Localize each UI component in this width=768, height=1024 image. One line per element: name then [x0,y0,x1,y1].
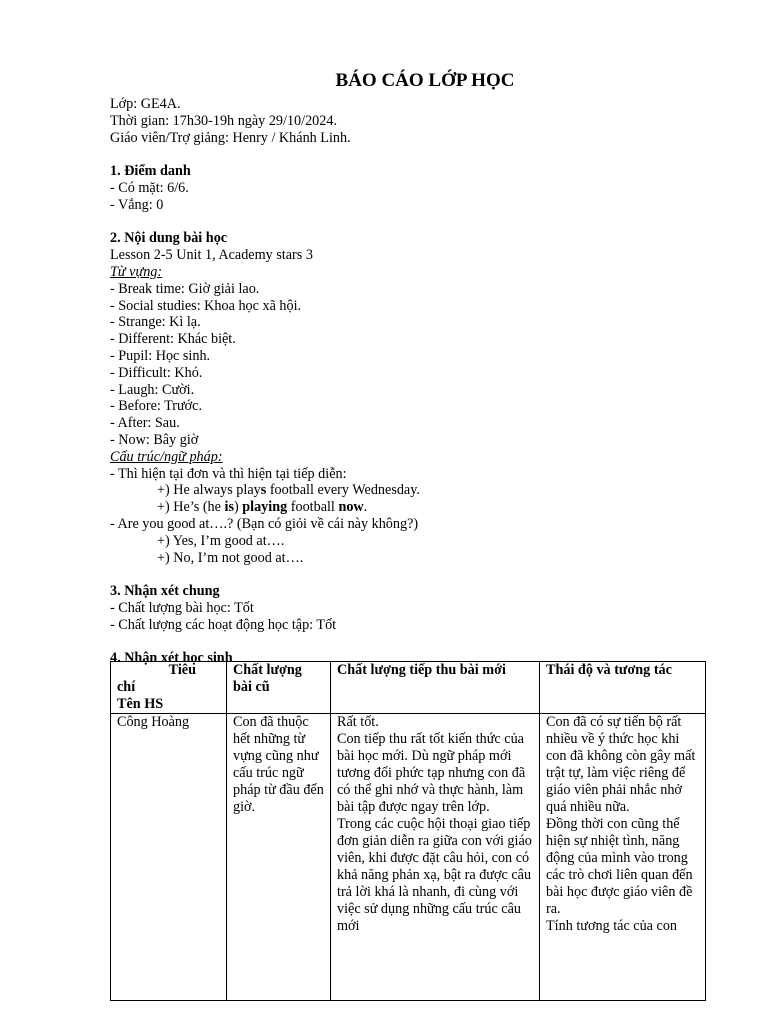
new-lesson-para: Trong các cuộc hội thoại giao tiếp đơn giản diễn ra giữa con với giáo viên, khi được đặt câu hỏi, con có khả năng phản xạ, bật ra được câu trả lời khá là nhanh, đi cùng với việc sử dụng những cấu trúc câu mới [337,816,532,934]
example-text: football [287,499,339,516]
lesson-subtitle: Lesson 2-5 Unit 1, Academy stars 3 [110,247,313,264]
attitude-para: Tính tương tác của con [546,918,678,934]
criteria-header [111,662,227,714]
attitude-para: Con đã có sự tiến bộ rất nhiều về ý thức học khi con đã không còn gây mất trật tự, làm việc riêng để giáo viên phải nhắc nhở quá nhiều nữa. [546,714,696,815]
new-lesson-para: Rất tốt. [337,714,379,730]
vocab-item: - Laugh: Cười. [110,381,195,398]
attendance-heading: 1. Điểm danh [110,163,191,180]
grammar-label: Cấu trúc/ngữ pháp: [110,448,223,465]
example-3: +) Yes, I’m good at…. [157,532,285,549]
vocab-item: - Social studies: Khoa học xã hội. [110,297,302,314]
criteria-label-top: Tiêu [168,662,196,678]
student-name-text: Công Hoàng [117,714,190,730]
teacher-info: Giáo viên/Trợ giảng: Henry / Khánh Linh. [110,129,351,146]
example-text: football every Wednesday. [266,482,420,499]
vocab-item: - Break time: Giờ giải lao. [110,280,260,297]
vocab-item: - Strange: Kì lạ. [110,314,201,331]
page-title: BÁO CÁO LỚP HỌC [335,70,515,91]
example-text: +) He always play [157,482,261,499]
new-lesson-text [337,714,533,999]
lesson-heading: 2. Nội dung bài học [110,230,228,247]
spacer [110,566,710,583]
spacer [110,146,710,163]
example-2 [110,499,710,516]
old-lesson-text: Con đã thuộc hết những từ vựng cũng như cấu trúc ngữ pháp từ đầu đến giờ. [233,714,324,815]
example-bold: s [260,482,267,499]
time-info: Thời gian: 17h30-19h ngày 29/10/2024. [110,112,337,129]
student-review-table [110,661,706,1001]
spacer [110,214,710,231]
grammar-label-line [110,449,710,466]
table-row [111,714,706,1001]
vocab-item: - Before: Trước. [110,398,203,415]
vocab-item: - Pupil: Học sinh. [110,347,211,364]
example-bold: is [224,499,234,516]
report-content [110,70,710,667]
example-text: +) He’s (he [157,499,225,516]
old-lesson-header: Chất lượng bài cũ [227,662,331,714]
old-lesson-cell [227,714,331,1001]
vocab-label-line [110,264,710,281]
activity-quality: - Chất lượng các hoạt động học tập: Tốt [110,616,337,633]
attendance-present: - Có mặt: 6/6. [110,179,189,196]
attitude-cell [540,714,706,1001]
student-name [111,714,227,1001]
example-text: . [363,499,368,516]
grammar-point-1: - Thì hiện tại đơn và thì hiện tại tiếp diễn: [110,465,347,482]
attitude-para: Đồng thời con cũng thể hiện sự nhiệt tình, năng động của mình vào trong các trò chơi liên quan đến bài học được giáo viên đề ra. [546,816,693,917]
lesson-quality: - Chất lượng bài học: Tốt [110,599,254,616]
example-text: ) [233,499,243,516]
example-bold: playing [242,499,288,516]
table-header-row [111,662,706,714]
general-heading: 3. Nhận xét chung [110,583,220,600]
attendance-absent: - Vắng: 0 [110,196,164,213]
example-1 [110,482,710,499]
spacer [110,634,710,651]
student-name-header: Tên HS [117,696,164,712]
vocab-item: - After: Sau. [110,415,180,432]
example-bold: now [338,499,364,516]
vocab-label: Từ vựng: [110,263,163,280]
new-lesson-cell [331,714,540,1001]
attitude-text [546,714,699,999]
criteria-label-bottom: chí [117,679,136,695]
attitude-header: Thái độ và tương tác [540,662,706,714]
vocab-item: - Now: Bây giờ [110,431,199,448]
class-info: Lớp: GE4A. [110,96,181,112]
vocab-item: - Difficult: Khó. [110,364,203,381]
students-heading: 4. Nhận xét học sinh [110,650,233,667]
new-lesson-para: Con tiếp thu rất tốt kiến thức của bài học mới. Dù ngữ pháp mới tương đối phức tạp nhưng con đã có thể ghi nhớ và thực hành, làm bài tập được ngay trên lớp. [337,731,526,815]
new-lesson-header: Chất lượng tiếp thu bài mới [331,662,540,714]
grammar-point-2: - Are you good at….? (Bạn có giỏi về cái này không?) [110,515,419,532]
example-4: +) No, I’m not good at…. [157,549,304,566]
vocab-item: - Different: Khác biệt. [110,331,236,348]
